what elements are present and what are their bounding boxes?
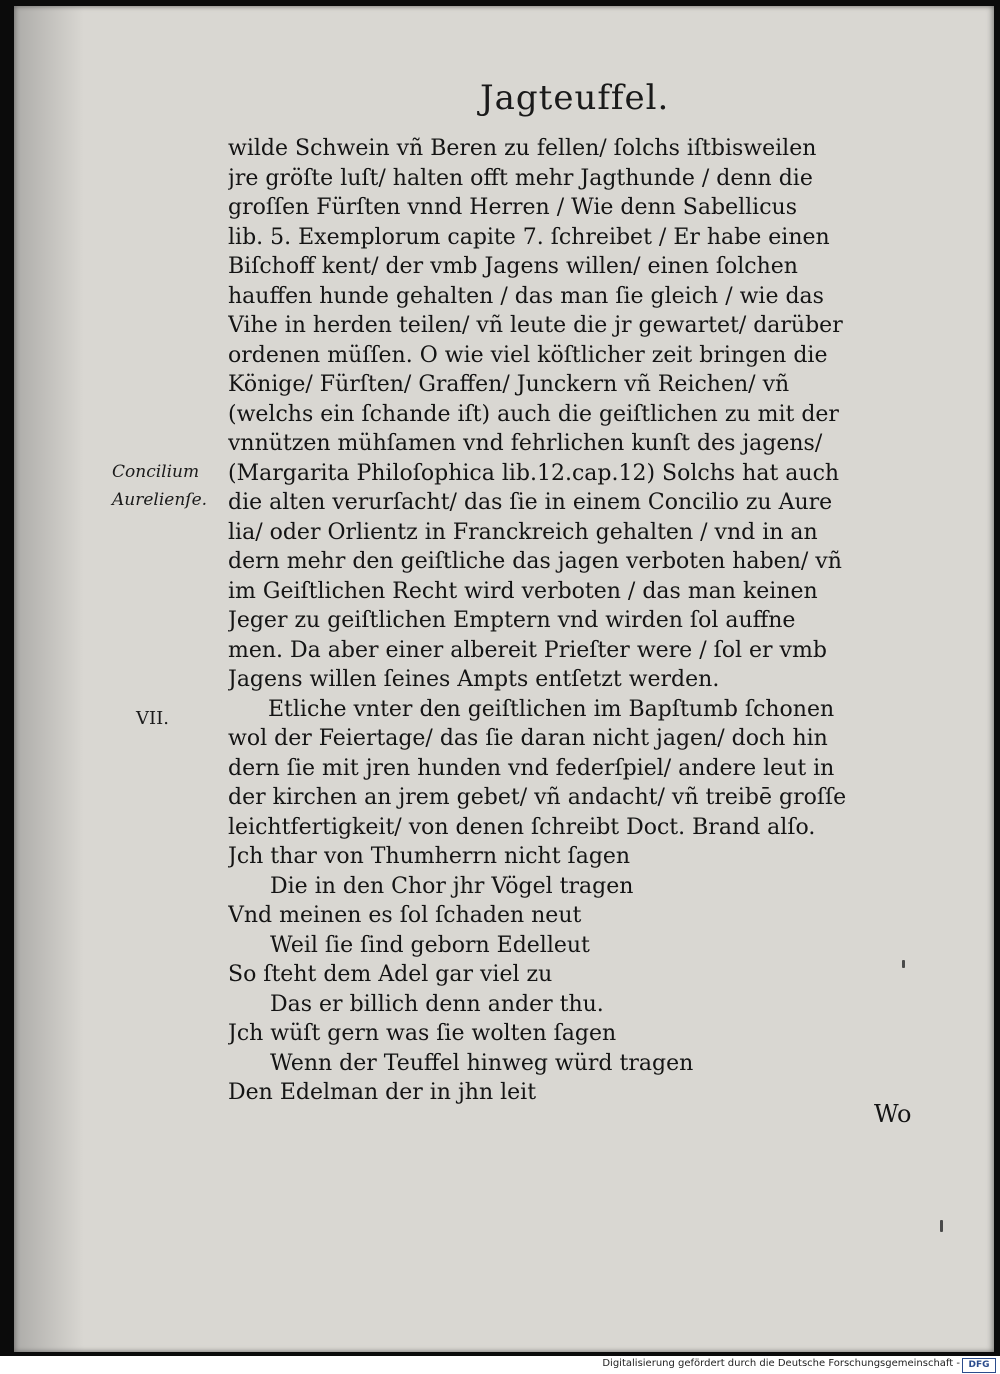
ink-speck — [940, 1220, 943, 1232]
catchword: Wo — [874, 1100, 912, 1128]
text-line-9: Könige/ Fürſten/ Graffen/ Junckern vñ Reichen/ vñ — [228, 372, 790, 397]
text-line-7: Vihe in herden teilen/ vñ leute die jr gewartet/ darüber — [228, 313, 843, 338]
text-line-20: Etliche vnter den geiſtlichen im Bapſtumb ſchonen — [268, 696, 835, 722]
text-line-1: wilde Schwein vñ Beren zu fellen/ ſolchs iſtbisweilen — [228, 136, 817, 161]
text-line-12: (Margarita Philoſophica lib.12.cap.12) Solchs hat auch — [228, 460, 840, 486]
margin-note-line-2: Aurelienſe. — [112, 490, 208, 510]
dfg-logo-icon: DFG — [962, 1358, 996, 1373]
section-numeral: VII. — [136, 708, 169, 729]
text-line-22: dern ſie mit jren hunden vnd federſpiel/ andere leut in — [228, 755, 835, 781]
text-line-19: Jagens willen ſeines Ampts entſetzt werden. — [228, 667, 720, 692]
book-page — [14, 6, 994, 1352]
verse-line-7: Jch wüſt gern was ſie wolten ſagen — [228, 1021, 617, 1046]
verse-line-2: Die in den Chor jhr Vögel tragen — [270, 873, 634, 899]
text-line-8: ordenen müſſen. O wie viel köſtlicher zeit bringen die — [228, 342, 828, 368]
footer-credit: Digitalisierung gefördert durch die Deutsche Forschungsgemeinschaft - — [602, 1358, 960, 1369]
text-line-4: lib. 5. Exemplorum capite 7. ſchreibet / Er habe einen — [228, 224, 830, 250]
text-line-11: vnnützen mühſamen vnd fehrlichen kunſt des jagens/ — [228, 431, 823, 456]
running-head: Jagteuffel. — [480, 78, 670, 118]
text-line-24: leichtfertigkeit/ von denen ſchreibt Doct. Brand alſo. — [228, 814, 816, 840]
text-line-13: die alten verurſacht/ das ſie in einem Concilio zu Aure — [228, 490, 833, 515]
verse-line-3: Vnd meinen es ſol ſchaden neut — [228, 903, 582, 928]
body-text — [228, 134, 928, 1108]
margin-note-line-1: Concilium — [112, 462, 200, 482]
text-line-2: jre gröſte luſt/ halten offt mehr Jagthunde / denn die — [228, 165, 813, 191]
text-line-16: im Geiſtlichen Recht wird verboten / das man keinen — [228, 578, 818, 604]
text-line-14: lia/ oder Orlientz in Franckreich gehalten / vnd in an — [228, 519, 818, 545]
gutter-shadow — [14, 6, 84, 1352]
verse-line-5: So ſteht dem Adel gar viel zu — [228, 962, 553, 987]
ink-speck — [902, 960, 905, 968]
text-line-3: groſſen Fürſten vnnd Herren / Wie denn Sabellicus — [228, 195, 797, 220]
text-line-10: (welchs ein ſchande iſt) auch die geiſtlichen zu mit der — [228, 401, 839, 427]
footer-bar — [0, 1356, 1000, 1374]
margin-note-concilium — [112, 458, 207, 514]
text-line-21: wol der Feiertage/ das ſie daran nicht jagen/ doch hin — [228, 726, 828, 751]
text-line-5: Biſchoff kent/ der vmb Jagens willen/ einen ſolchen — [228, 254, 798, 279]
verse-line-4: Weil ſie ſind geborn Edelleut — [270, 932, 590, 958]
text-line-6: hauffen hunde gehalten / das man ſie gleich / wie das — [228, 283, 824, 309]
verse-line-9: Den Edelman der in jhn leit — [228, 1080, 537, 1105]
text-line-17: Jeger zu geiſtlichen Emptern vnd wirden ſol auffne — [228, 608, 796, 633]
text-line-23: der kirchen an jrem gebet/ vñ andacht/ vñ treibē groſſe — [228, 785, 847, 810]
text-line-18: men. Da aber einer albereit Prieſter were / ſol er vmb — [228, 637, 827, 663]
verse-line-8: Wenn der Teuffel hinweg würd tragen — [270, 1050, 694, 1076]
verse-line-6: Das er billich denn ander thu. — [270, 991, 604, 1017]
verse-line-1: Jch thar von Thumherrn nicht ſagen — [228, 844, 631, 869]
text-line-15: dern mehr den geiſtliche das jagen verboten haben/ vñ — [228, 549, 842, 574]
